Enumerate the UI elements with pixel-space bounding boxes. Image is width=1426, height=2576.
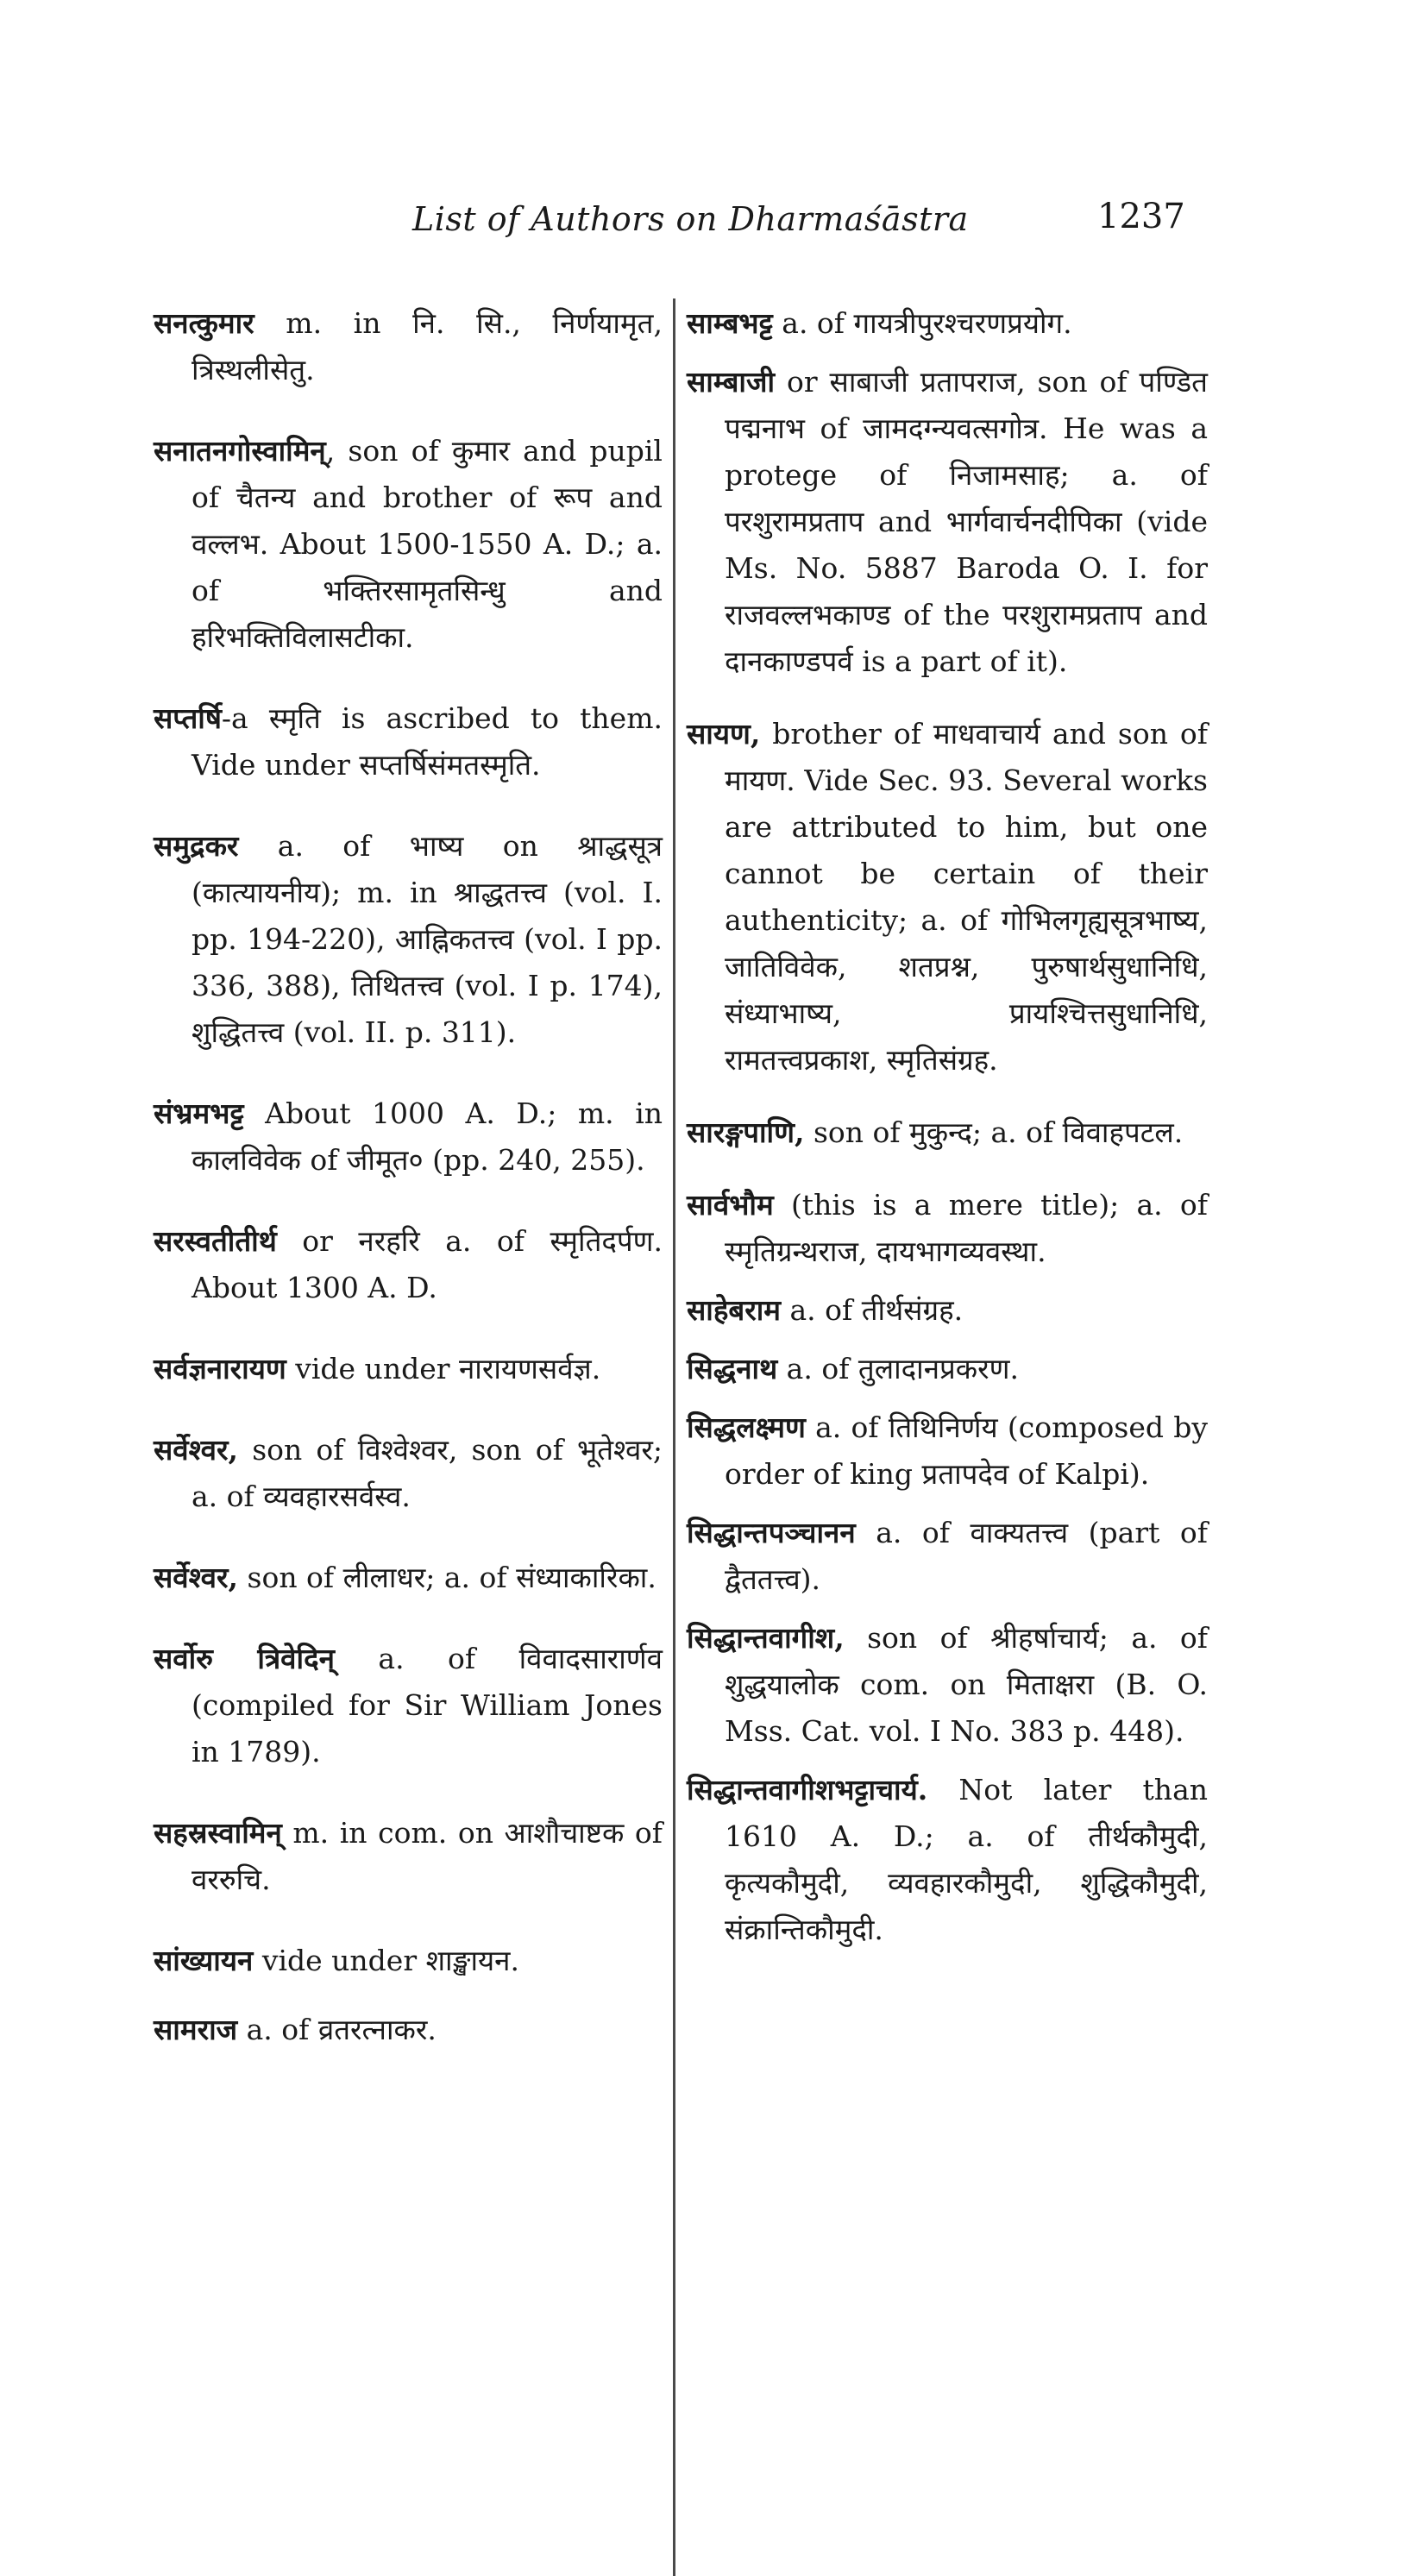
entry-text: m. in com. on आशौचाष्टक of वररुचि. <box>192 1816 663 1896</box>
entry-headword: साहेबराम <box>687 1293 781 1327</box>
entry-text: son of मुकुन्द; a. of विवाहपटल. <box>813 1115 1184 1149</box>
entry-text: son of विश्वेश्वर, son of भूतेश्वर; a. of व्यवहारसर्वस्व. <box>192 1433 663 1513</box>
list-item <box>154 1427 663 1520</box>
entry-headword: सर्वेश्वर, <box>154 1433 239 1467</box>
entry-headword: साम्बाजी <box>687 365 776 399</box>
entry-text: About 1000 A. D.; m. in कालविवेक of जीमूत० (pp. 240, 255). <box>192 1096 663 1177</box>
entry-headword: सिद्धनाथ <box>687 1352 778 1385</box>
list-item <box>687 1182 1208 1275</box>
list-item <box>154 823 663 1056</box>
entry-headword: सरस्वतीतीर्थ <box>154 1224 277 1258</box>
entry-text: vide under नारायणसर्वज्ञ. <box>295 1352 601 1385</box>
entry-text: a. of तिथिनिर्णय (composed by order of king प्रतापदेव of Kalpi). <box>725 1411 1208 1491</box>
right-column <box>687 300 1208 1965</box>
entry-headword: सामराज <box>154 2013 238 2046</box>
list-item <box>687 1510 1208 1603</box>
list-item <box>687 1109 1208 1156</box>
entry-headword: सायण, <box>687 717 761 751</box>
page-number: 1237 <box>1097 197 1185 236</box>
entry-headword: सहस्रस्वामिन् <box>154 1816 282 1850</box>
entry-headword: सप्तर्षि <box>154 701 222 735</box>
column-divider <box>673 298 675 2576</box>
entry-text: son of श्रीहर्षाचार्य; a. of शुद्धयालोक com. on मिताक्षरा (B. O. Mss. Cat. vol. I No. 383 p. 448). <box>725 1621 1208 1748</box>
entry-headword: सिद्धान्तवागीश, <box>687 1621 845 1655</box>
entry-headword: सिद्धान्तवागीशभट्टाचार्य. <box>687 1773 928 1806</box>
list-item <box>154 1938 663 1984</box>
entry-text: a. of व्रतरत्नाकर. <box>246 2013 437 2046</box>
list-item <box>687 1287 1208 1334</box>
list-item <box>154 1346 663 1392</box>
list-item <box>687 1346 1208 1392</box>
entry-headword: सर्वेश्वर, <box>154 1561 239 1594</box>
entry-text: (this is a mere title); a. of स्मृतिग्रन्थराज, दायभागव्यवस्था. <box>725 1188 1208 1268</box>
entry-headword: साम्बभट्ट <box>687 306 773 340</box>
list-item <box>154 1810 663 1903</box>
entry-text: a. of तुलादानप्रकरण. <box>786 1352 1019 1385</box>
list-item <box>154 1555 663 1601</box>
list-item <box>687 1767 1208 1953</box>
entry-text: brother of माधवाचार्य and son of मायण. Vide Sec. 93. Several works are attributed to him, but one cannot be certain of their authenticity; a. of गोभिलगृह्यसूत्रभाष्य, जातिविवेक, शतप्रश्न, पुरुषार्थसुधानिधि, संध्याभाष्य, प्रायश्चित्तसुधानिधि, रामतत्त्वप्रकाश, स्मृतिसंग्रह. <box>725 717 1208 1077</box>
entry-text: a. of भाष्य on श्राद्धसूत्र (कात्यायनीय); m. in श्राद्धतत्त्व (vol. I. pp. 194-220), आह्निकतत्त्व (vol. I pp. 336, 388), तिथितत्त्व (vol. I p. 174), शुद्धितत्त्व (vol. II. p. 311). <box>192 829 663 1049</box>
entry-text: -a स्मृति is ascribed to them. Vide under सप्तर्षिसंमतस्मृति. <box>192 701 663 782</box>
entry-text: a. of वाक्यतत्त्व (part of द्वैततत्त्व). <box>725 1516 1208 1596</box>
entry-headword: सांख्यायन <box>154 1944 254 1977</box>
list-item <box>687 300 1208 347</box>
entry-headword: सर्वोरु त्रिवेदिन् <box>154 1642 335 1675</box>
list-item <box>687 359 1208 685</box>
entry-headword: सनातनगोस्वामिन् <box>154 434 326 468</box>
list-item <box>154 2007 663 2053</box>
entry-headword: सिद्धलक्ष्मण <box>687 1411 806 1444</box>
left-column <box>154 300 663 2076</box>
entry-text: a. of विवादसारार्णव (compiled for Sir William Jones in 1789). <box>192 1642 663 1769</box>
entry-headword: सिद्धान्तपञ्चानन <box>687 1516 856 1549</box>
list-item <box>154 300 663 393</box>
entry-text: Not later than 1610 A. D.; a. of तीर्थकौमुदी, कृत्यकौमुदी, व्यवहारकौमुदी, शुद्धिकौमुदी, संक्रान्तिकौमुदी. <box>725 1773 1208 1946</box>
list-item <box>687 1615 1208 1755</box>
page-header <box>0 197 1426 248</box>
list-item <box>154 695 663 789</box>
list-item <box>154 1636 663 1775</box>
entry-text: son of लीलाधर; a. of संध्याकारिका. <box>247 1561 656 1594</box>
running-title: List of Authors on Dharmaśāstra <box>412 200 969 238</box>
list-item <box>154 428 663 661</box>
list-item <box>687 711 1208 1084</box>
entry-text: a. of गायत्रीपुरश्चरणप्रयोग. <box>782 306 1072 340</box>
entry-headword: संभ्रमभट्ट <box>154 1096 244 1130</box>
entry-headword: सनत्कुमार <box>154 306 254 340</box>
list-item <box>154 1090 663 1184</box>
entry-text: or नरहरि a. of स्मृतिदर्पण. About 1300 A. D. <box>192 1224 663 1304</box>
entry-text: a. of तीर्थसंग्रह. <box>789 1293 964 1327</box>
entry-headword: सारङ्गपाणि, <box>687 1115 805 1149</box>
entry-headword: समुद्रकर <box>154 829 239 863</box>
entry-headword: सार्वभौम <box>687 1188 774 1222</box>
entry-text: or साबाजी प्रतापराज, son of पण्डित पद्मनाभ of जामदग्न्यवत्सगोत्र. He was a protege of निजामसाह; a. of परशुरामप्रताप and भार्गवार्चनदीपिका (vide Ms. No. 5887 Baroda O. I. for राजवल्लभकाण्ड of the परशुरामप्रताप and दानकाण्डपर्व is a part of it). <box>725 365 1208 678</box>
list-item <box>154 1218 663 1311</box>
entry-text: m. in नि. सि., निर्णयामृत, त्रिस्थलीसेतु. <box>192 306 663 386</box>
entry-text: , son of कुमार and pupil of चैतन्य and brother of रूप and वल्लभ. About 1500-1550 A. D.; a. of भक्तिरसामृतसिन्धु and हरिभक्तिविलासटीका. <box>192 434 663 654</box>
entry-text: vide under शाङ्खायन. <box>261 1944 519 1977</box>
list-item <box>687 1404 1208 1498</box>
entry-headword: सर्वज्ञनारायण <box>154 1352 286 1385</box>
